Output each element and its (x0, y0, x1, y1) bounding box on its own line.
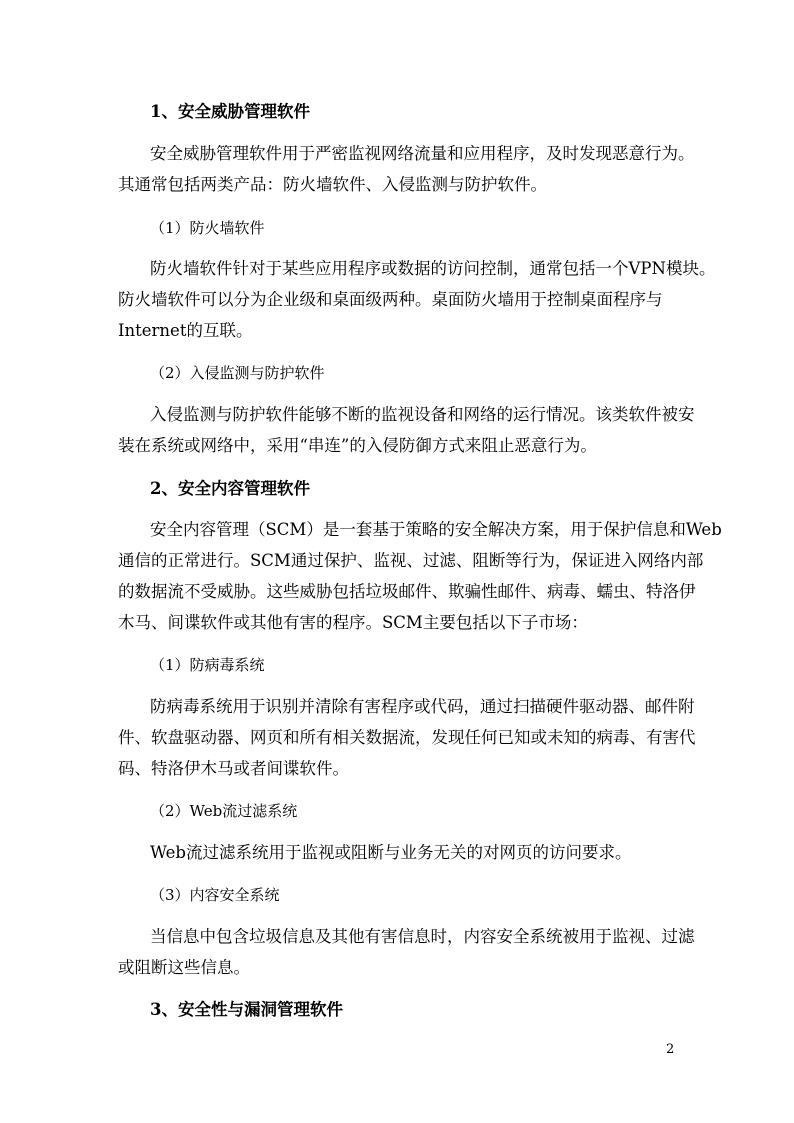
subsection-heading-3: （1）防病毒系统 (150, 656, 265, 674)
section-heading-2: 2、安全内容管理软件 (150, 479, 310, 498)
subsection-heading-2: （2）入侵监测与防护软件 (150, 364, 325, 382)
paragraph-line: 安全内容管理（SCM）是一套基于策略的安全解决方案，用于保护信息和Web (150, 520, 722, 539)
paragraph-line: 安全威胁管理软件用于严密监视网络流量和应用程序，及时发现恶意行为。 (150, 144, 695, 163)
paragraph-line: 码、特洛伊木马或者间谍软件。 (118, 759, 349, 778)
subsection-heading-1: （1）防火墙软件 (150, 219, 265, 237)
paragraph-line: Web流过滤系统用于监视或阻断与业务无关的对网页的访问要求。 (150, 843, 632, 862)
subsection-heading-4: （2）Web流过滤系统 (150, 802, 298, 820)
paragraph-line: Internet的互联。 (118, 321, 253, 340)
paragraph-line: 装在系统或网络中，采用“串连”的入侵防御方式来阻止恶意行为。 (118, 436, 597, 455)
paragraph-line: 防火墙软件可以分为企业级和桌面级两种。桌面防火墙用于控制桌面程序与 (118, 290, 663, 309)
paragraph-line: 木马、间谍软件或其他有害的程序。SCM主要包括以下子市场： (118, 613, 588, 632)
section-heading-1: 1、安全威胁管理软件 (150, 102, 310, 121)
paragraph-line: 的数据流不受威胁。这些威胁包括垃圾邮件、欺骗性邮件、病毒、蠕虫、特洛伊 (118, 582, 696, 601)
paragraph-line: 件、软盘驱动器、网页和所有相关数据流，发现任何已知或未知的病毒、有害代 (118, 728, 696, 747)
paragraph-line: 通信的正常进行。SCM通过保护、监视、过滤、阻断等行为，保证进入网络内部 (118, 551, 704, 570)
paragraph-line: 当信息中包含垃圾信息及其他有害信息时，内容安全系统被用于监视、过滤 (150, 927, 695, 946)
paragraph-line: 其通常包括两类产品：防火墙软件、入侵监测与防护软件。 (118, 175, 547, 194)
paragraph-line: 防火墙软件针对于某些应用程序或数据的访问控制，通常包括一个VPN模块。 (150, 259, 716, 278)
subsection-heading-5: （3）内容安全系统 (150, 886, 280, 904)
page-number: 2 (666, 1042, 675, 1057)
paragraph-line: 或阻断这些信息。 (118, 958, 250, 977)
section-heading-3: 3、安全性与漏洞管理软件 (150, 1000, 343, 1019)
paragraph-line: 防病毒系统用于识别并清除有害程序或代码，通过扫描硬件驱动器、邮件附 (150, 697, 695, 716)
paragraph-line: 入侵监测与防护软件能够不断的监视设备和网络的运行情况。该类软件被安 (150, 405, 695, 424)
